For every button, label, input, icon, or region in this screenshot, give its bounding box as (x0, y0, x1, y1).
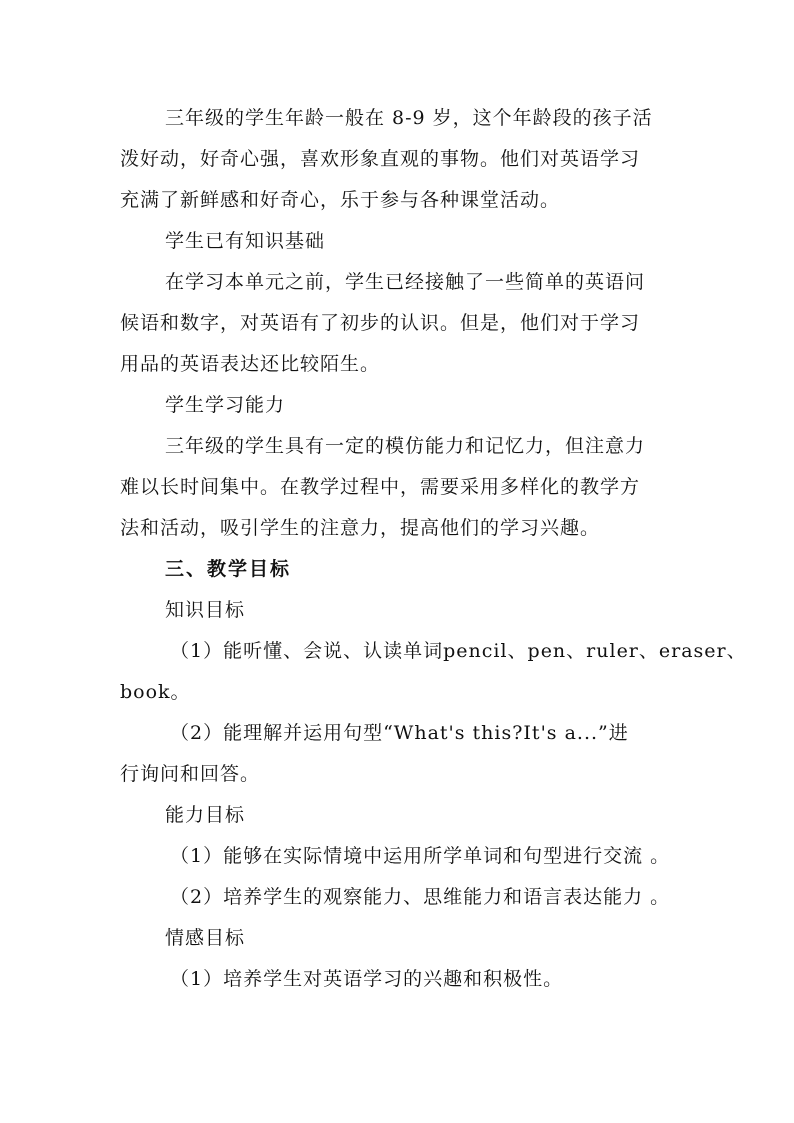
section-heading-teaching-goals: 三、教学目标 (165, 558, 292, 580)
paragraph-line: 法和活动，吸引学生的注意力，提高他们的学习兴趣。 (120, 517, 601, 539)
subheading-ability-goals: 能力目标 (165, 804, 246, 826)
paragraph-line: 泼好动，好奇心强，喜欢形象直观的事物。他们对英语学习 (120, 148, 641, 170)
paragraph-line: 用品的英语表达还比较陌生。 (120, 353, 381, 375)
goal-line: （2）能理解并运用句型“What's this?It's a...”进 (170, 722, 629, 744)
goal-line: 行询问和回答。 (120, 763, 261, 785)
paragraph-line: 在学习本单元之前，学生已经接触了一些简单的英语问 (165, 271, 646, 293)
subheading-learning-ability: 学生学习能力 (165, 394, 286, 416)
paragraph-line: 难以长时间集中。在教学过程中，需要采用多样化的教学方 (120, 476, 641, 498)
subheading-existing-knowledge: 学生已有知识基础 (165, 230, 326, 252)
paragraph-line: 三年级的学生年龄一般在 8-9 岁，这个年龄段的孩子活 (165, 107, 653, 129)
paragraph-line: 充满了新鲜感和好奇心，乐于参与各种课堂活动。 (120, 189, 561, 211)
goal-line: （1）能听懂、会说、认读单词pencil、pen、ruler、eraser、 (170, 640, 747, 662)
paragraph-line: 三年级的学生具有一定的模仿能力和记忆力，但注意力 (165, 435, 646, 457)
goal-line: book。 (120, 681, 191, 703)
goal-line: （1）能够在实际情境中运用所学单词和句型进行交流 。 (170, 845, 671, 867)
subheading-emotion-goals: 情感目标 (165, 927, 246, 949)
subheading-knowledge-goals: 知识目标 (165, 599, 246, 621)
goal-line: （2）培养学生的观察能力、思维能力和语言表达能力 。 (170, 886, 671, 908)
document-body (120, 98, 747, 1000)
goal-line: （1）培养学生对英语学习的兴趣和积极性。 (170, 968, 564, 990)
paragraph-line: 候语和数字，对英语有了初步的认识。但是，他们对于学习 (120, 312, 641, 334)
